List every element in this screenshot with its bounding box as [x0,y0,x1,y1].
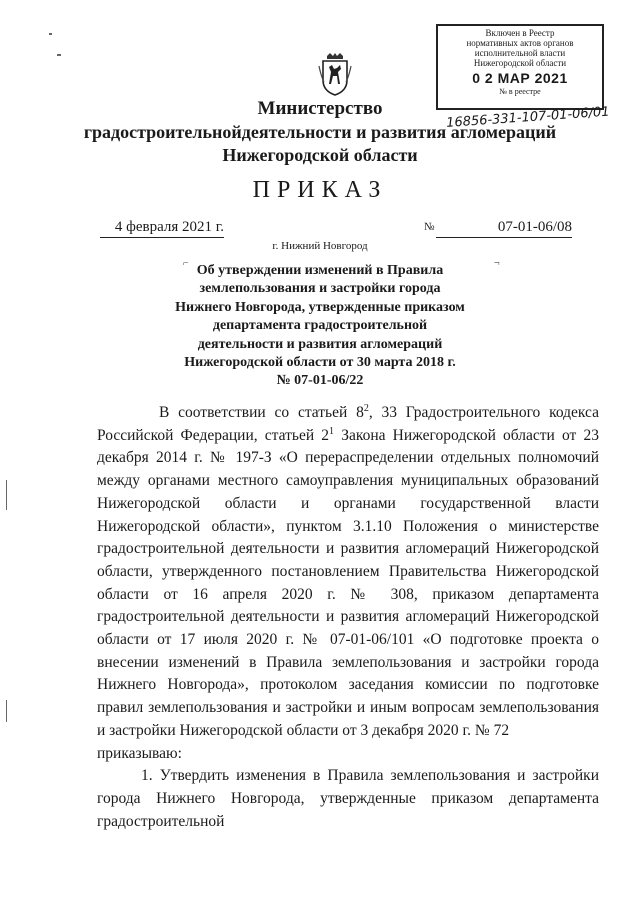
scan-mark [49,33,52,35]
stamp-line: нормативных актов органов [466,38,574,48]
preamble-text: В соответствии со статьей 8 [159,404,364,421]
superscript: 1 [329,425,335,437]
document-date: 4 февраля 2021 г. [100,219,224,238]
title-line: Нижнего Новгорода, утвержденные приказом [175,299,465,315]
stamp-date: 0 2 МАР 2021 [472,70,568,86]
number-label: № [424,221,435,233]
stamp-line: Включен в Реестр [485,28,555,38]
title-line: деятельности и развития агломераций [197,336,443,352]
coat-of-arms-icon [318,52,352,96]
title-line: землепользования и застройки города [199,281,441,297]
scan-mark [6,480,7,510]
ministry-region: Нижегородской области [222,145,418,165]
scan-mark [57,54,61,56]
title-line: Об утверждении изменений в Правила [196,263,444,278]
title-corner-right: ¬ [494,258,500,269]
title-corner-left: ⌐ [183,258,189,269]
order-verb: приказываю: [97,744,182,762]
stamp-line: Нижегородской области [473,58,567,68]
preamble-paragraph [97,402,599,743]
scan-mark [6,700,7,722]
stamp-registry-number: 16856-331-107-01-06/01 [445,104,611,131]
title-line: Нижегородской области от 30 марта 2018 г. [184,355,456,371]
ministry-name-line2: градостроительнойдеятельности и развития агломераций [83,122,557,142]
document-type: ПРИКАЗ [252,177,388,203]
clause-1: 1. Утвердить изменения в Правила землепользования и застройки города Нижнего Новгорода, утвержденные приказом департамента градостроительной [97,767,599,830]
stamp-line: исполнительной власти [474,48,566,58]
superscript: 2 [363,402,369,414]
document-city: г. Нижний Новгород [272,240,368,252]
title-line: департамента градостроительной [212,318,428,334]
title-line: № 07-01-06/22 [276,373,364,389]
preamble-text: , 33 Градостроительного кодекса Российской Федерации, статьей 2 [97,404,599,444]
document-number: 07-01-06/08 [436,219,572,238]
ministry-name: Министерство [257,98,383,119]
preamble-text: Закона Нижегородской области от 23 декабря 2014 г. № 197-З «О перераспределении отдельных полномочий между органами местного самоуправления муниципальных образований Нижегородской области и органами государственной власти Нижегородской области», пунктом 3.1.10 Положения о министерстве градостроительной деятельности и развития агломераций Нижегородской области, утвержденного постановлением Правительства Нижегородской области от 16 апреля 2020 г. № 308, приказом департамента градостроительной деятельности и развития агломераций Нижегородской области от 17 июля 2020 г. № 07-01-06/101 «О подготовке проекта о внесении изменений в Правила землепользования и застройки города Нижнего Новгорода», протоколом заседания комиссии по подготовке правил землепользования и застройки и иным вопросам землепользования и застройки Нижегородской области от 3 декабря 2020 г. № 72 [97,426,599,739]
stamp-registry-label: № в реестре [499,87,541,96]
document-title [170,262,470,391]
document-body [97,402,599,833]
